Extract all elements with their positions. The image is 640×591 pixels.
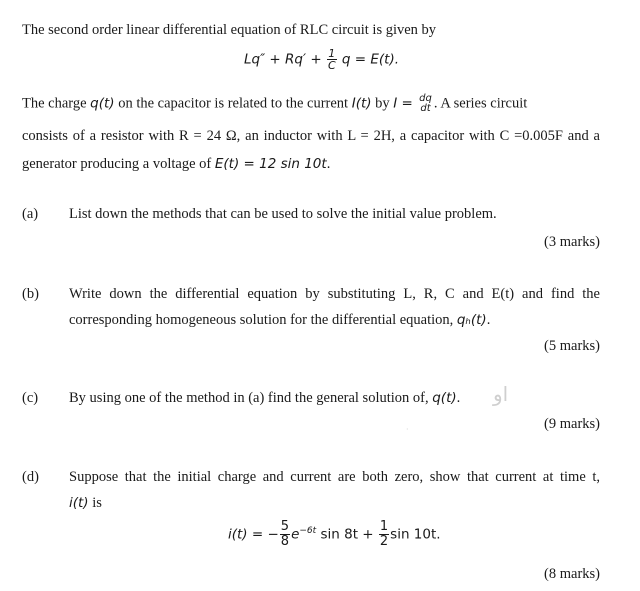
one-half-fraction	[379, 520, 389, 549]
rlc-fraction-denominator: C	[327, 59, 336, 72]
part-a-marks: (3 marks)	[544, 234, 600, 250]
dt-denominator: dt	[420, 103, 431, 114]
current-equation-right: sin 10t.	[390, 526, 441, 543]
intro-line-4-text-a: generator producing a voltage of	[22, 156, 215, 172]
part-c-label: (c)	[22, 390, 39, 406]
voltage-equation: E(t) = 12 sin 10t	[214, 156, 327, 172]
part-c-text-b: .	[456, 390, 461, 406]
current-equation-left: i(t) = −	[228, 526, 279, 543]
part-c-text-a: By using one of the method in (a) find the general solution of,	[69, 390, 433, 406]
part-b-text-2b: .	[486, 312, 491, 328]
charge-symbol: q(t)	[90, 95, 115, 112]
one-half-numerator: 1	[379, 519, 389, 534]
current-equation-middle: sin 8t +	[316, 526, 378, 543]
part-c-marks: (9 marks)	[544, 416, 600, 432]
current-symbol: I(t)	[351, 95, 372, 112]
intro-line-2-text-a: The charge	[22, 95, 91, 112]
rlc-fraction	[327, 48, 337, 71]
current-definition: I =	[393, 95, 418, 112]
exponential-base: e	[291, 526, 300, 543]
homogeneous-solution-symbol: qₕ(t)	[456, 312, 487, 328]
five-eighths-fraction	[280, 520, 290, 549]
rlc-equation-right: q = E(t).	[337, 51, 400, 68]
current-function-symbol: i(t)	[69, 495, 89, 511]
part-d-text-1: Suppose that the initial charge and current are both zero, show that current at time t,	[69, 469, 600, 485]
part-d-marks: (8 marks)	[544, 566, 600, 582]
five-eighths-denominator: 8	[280, 534, 290, 549]
stray-handwriting-mark: او	[493, 382, 509, 406]
part-b-line-2	[69, 312, 490, 329]
part-a-text: List down the methods that can be used to solve the initial value problem.	[69, 206, 497, 222]
intro-line-2-text-b: on the capacitor is related to the current	[114, 95, 352, 112]
part-d-text-2b: is	[88, 495, 102, 511]
part-b-marks: (5 marks)	[544, 338, 600, 354]
general-solution-symbol: q(t)	[432, 390, 457, 406]
intro-line-3-text: consists of a resistor with R = 24 Ω, an inductor with L = 2H, a capacitor with C =0.005F and a	[22, 128, 600, 144]
part-b-text-2a: corresponding homogeneous solution for the differential equation,	[69, 312, 457, 328]
one-half-denominator: 2	[379, 534, 389, 549]
intro-line-1: The second order linear differential equation of RLC circuit is given by	[22, 22, 437, 38]
part-b-line-1	[69, 286, 600, 303]
intro-line-4	[22, 156, 330, 173]
rlc-equation	[244, 48, 399, 71]
dq-dt-fraction	[418, 94, 433, 114]
current-solution-equation	[228, 520, 441, 549]
intro-line-3	[22, 128, 600, 145]
part-d-line-2	[69, 495, 102, 512]
part-a-label: (a)	[22, 206, 39, 222]
part-d-label: (d)	[22, 469, 39, 485]
dq-numerator: dq	[419, 93, 432, 104]
part-c-text	[69, 390, 460, 407]
intro-line-2-text-d: . A series circuit	[433, 95, 528, 112]
exponential-power: −6t	[299, 526, 317, 536]
intro-line-2	[22, 94, 600, 114]
part-d-line-1	[69, 469, 600, 486]
rlc-equation-left: Lq″ + Rq′ +	[244, 51, 326, 68]
stray-dot-mark: ·	[406, 425, 409, 434]
part-b-label: (b)	[22, 286, 39, 302]
intro-line-2-text-c: by	[371, 95, 394, 112]
intro-line-4-text-b: .	[326, 156, 331, 172]
five-eighths-numerator: 5	[280, 519, 290, 534]
rlc-fraction-numerator: 1	[328, 47, 336, 60]
part-b-text-1: Write down the differential equation by substituting L, R, C and E(t) and find the	[69, 286, 600, 302]
